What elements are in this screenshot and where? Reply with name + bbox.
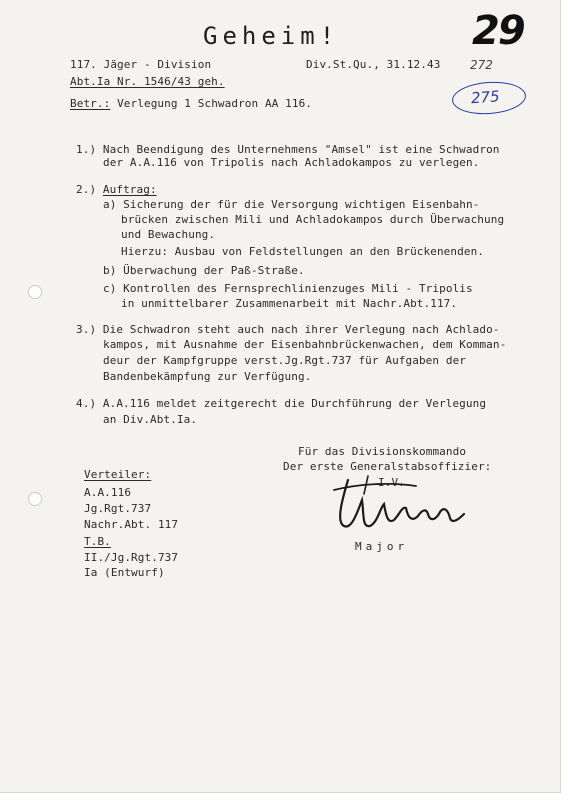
reference-number: Abt.Ia Nr. 1546/43 geh. <box>70 75 225 88</box>
paragraph-2-heading <box>76 183 157 197</box>
punch-hole-top <box>28 285 42 299</box>
paragraph-2a-line-4: Hierzu: Ausbau von Feldstellungen an den Brückenenden. <box>121 245 485 258</box>
subject-label: Betr.: <box>70 97 111 110</box>
paragraph-2-title: Auftrag: <box>102 183 157 196</box>
paragraph-2b-line-1: b) Überwachung der Paß-Straße. <box>103 264 305 277</box>
tb-item-1: II./Jg.Rgt.737 <box>84 551 179 564</box>
distribution-item-2: Jg.Rgt.737 <box>84 502 152 515</box>
signature-line-3: I.V. <box>378 476 405 489</box>
punch-hole-bottom <box>28 492 42 506</box>
circled-number-stamp <box>451 79 527 116</box>
circled-number: 275 <box>470 87 501 108</box>
handwritten-signature <box>328 470 468 540</box>
paragraph-3-line-3: deur der Kampfgruppe verst.Jg.Rgt.737 für Aufgaben der <box>103 354 467 367</box>
paragraph-3-line-2: kampos, mit Ausnahme der Eisenbahnbrückenwachen, dem Komman- <box>103 338 507 351</box>
page-number: 29 <box>472 8 524 54</box>
tb-item-2: Ia (Entwurf) <box>84 566 165 579</box>
paragraph-2a-line-1: a) Sicherung der für die Versorgung wichtigen Eisenbahn- <box>103 198 480 211</box>
paragraph-1-line-2: der A.A.116 von Tripolis nach Achladokampos zu verlegen. <box>103 156 480 169</box>
distribution-label: Verteiler: <box>84 468 152 481</box>
paragraph-4-line-1: 4.) A.A.116 meldet zeitgerecht die Durchführung der Verlegung <box>76 397 487 410</box>
paragraph-3-line-4: Bandenbekämpfung zur Verfügung. <box>103 370 312 383</box>
paragraph-2a-line-2: brücken zwischen Mili und Achladokampos durch Überwachung <box>121 213 505 226</box>
paragraph-2-number: 2.) <box>76 183 97 196</box>
paragraph-4-line-2: an Div.Abt.Ia. <box>103 413 198 426</box>
paragraph-2c-line-1: c) Kontrollen des Fernsprechlinienzuges Mili - Tripolis <box>103 282 473 295</box>
signature-line-1: Für das Divisionskommando <box>298 445 467 458</box>
paragraph-2c-line-2: in unmittelbarer Zusammenarbeit mit Nachr.Abt.117. <box>121 297 458 310</box>
archive-number: 272 <box>470 58 493 72</box>
hq-date: Div.St.Qu., 31.12.43 <box>306 58 441 71</box>
distribution-item-1: A.A.116 <box>84 486 132 499</box>
signatory-rank: Major <box>355 540 409 553</box>
paragraph-1-line-1: 1.) Nach Beendigung des Unternehmens "Amsel" ist eine Schwadron <box>76 143 500 156</box>
paragraph-2a-line-3: und Bewachung. <box>121 228 216 241</box>
tb-label: T.B. <box>84 535 111 548</box>
signature-line-2: Der erste Generalstabsoffizier: <box>283 460 492 473</box>
subject-text: Verlegung 1 Schwadron AA 116. <box>117 97 313 110</box>
distribution-item-3: Nachr.Abt. 117 <box>84 518 179 531</box>
paragraph-3-line-1: 3.) Die Schwadron steht auch nach ihrer Verlegung nach Achlado- <box>76 323 500 336</box>
subject-line <box>70 97 312 111</box>
sender-unit: 117. Jäger - Division <box>70 58 212 71</box>
classification-stamp: Geheim! <box>203 22 340 50</box>
